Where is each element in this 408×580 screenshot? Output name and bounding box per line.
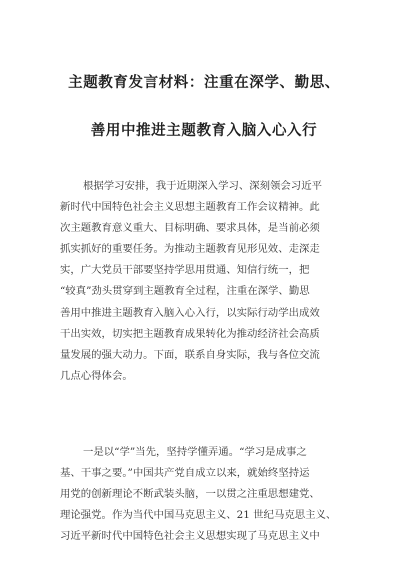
document-title-line-1: 主题教育发言材料：注重在深学、勤思、 [68,75,340,91]
paragraph-line: 一是以“学”当先，坚持学懂弄通。“学习是成事之 [83,446,307,458]
paragraph-line: 习近平新时代中国特色社会主义思想实现了马克思主义中 [60,530,320,543]
paragraph-line: 基、干事之要。”中国共产党自成立以来，就始终坚持运 [60,467,310,480]
paragraph-line: 抓实抓好的重要任务。为推动主题教育见形见效、走深走 [60,243,320,256]
paragraph-line: 新时代中国特色社会主义思想主题教育工作会议精神。此 [60,201,320,214]
paragraph-line: “较真”劲头贯穿到主题教育全过程，注重在深学、勤思 [60,285,310,298]
paragraph-line: 量发展的强大动力。下面，联系自身实际，我与各位交流 [60,348,320,361]
paragraph-line: 几点心得体会。 [60,369,133,382]
paragraph-line: 次主题教育意义重大、目标明确、要求具体，是当前必须 [60,222,320,235]
paragraph-1 [60,176,360,387]
paragraph-line: 根据学习安排，我于近期深入学习、深刻领会习近平 [83,180,322,192]
paragraph-line: 实，广大党员干部要坚持学思用贯通、知信行统一，把 [60,264,310,277]
paragraph-line: 善用中推进主题教育入脑入心入行，以实际行动学出成效 [60,306,320,319]
document-title-line-2: 善用中推进主题教育入脑入心入行 [90,123,318,139]
paragraph-line: 理论强党。作为当代中国马克思主义、21 世纪马克思主义、 [60,509,337,522]
paragraph-line: 用党的创新理论不断武装头脑，一以贯之注重思想建党、 [60,488,320,501]
paragraph-2 [60,442,360,547]
paragraph-line: 干出实效，切实把主题教育成果转化为推动经济社会高质 [60,327,320,340]
